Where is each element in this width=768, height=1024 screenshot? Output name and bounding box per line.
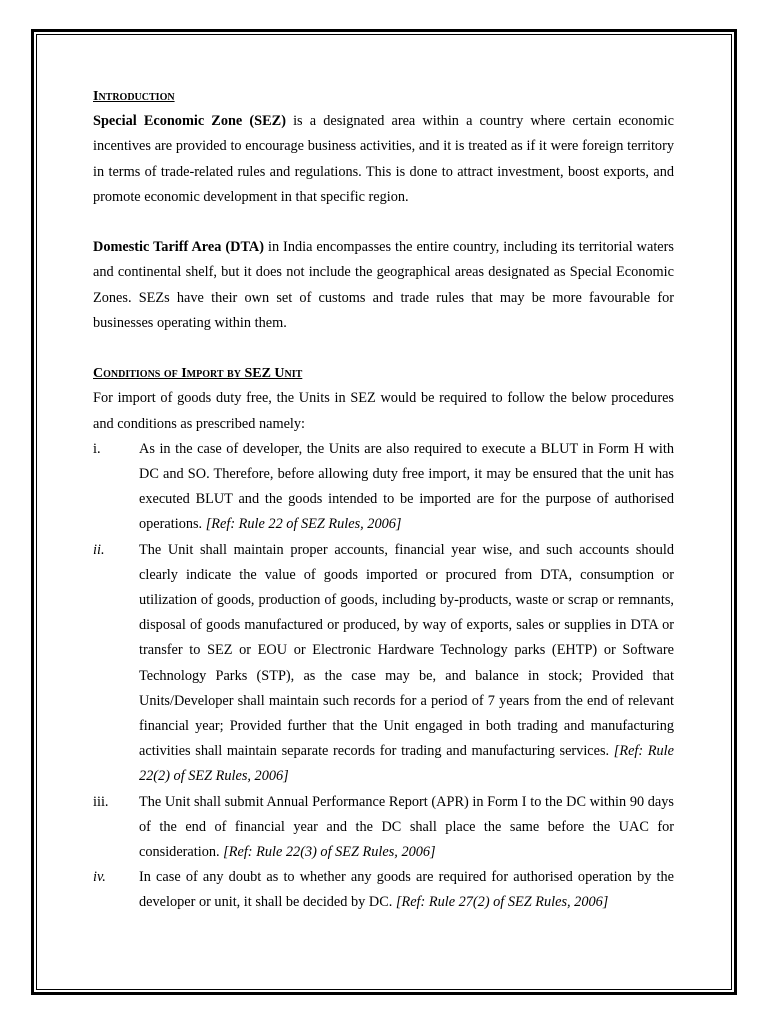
dta-paragraph — [93, 235, 674, 336]
rule-reference: [Ref: Rule 27(2) of SEZ Rules, 2006] — [395, 894, 609, 911]
rule-reference: [Ref: Rule 22(2) of SEZ Rules, 2006] — [139, 743, 675, 785]
list-item-text: In case of any doubt as to whether any goods are required for authorised operation by the developer or unit, it shall be decided by DC. [Ref: Rule 27(2) of SEZ Rules, 2006] — [139, 869, 674, 911]
list-item — [93, 538, 674, 790]
list-item-text: The Unit shall submit Annual Performance Report (APR) in Form I to the DC within 90 days of the end of financial year and the DC shall place the same before the UAC for consideration. [Ref: Rule 22(3) of SEZ Rules, 2006] — [139, 793, 674, 861]
introduction-heading: Introduction — [93, 89, 175, 104]
rule-reference: [Ref: Rule 22 of SEZ Rules, 2006] — [205, 516, 402, 533]
list-item — [93, 865, 674, 915]
dta-definition: in India encompasses the entire country, including its territorial waters and continental shelf, but it does not include the geographical areas designated as Special Economic Zones. SEZs have their own set of customs and trade rules that may be more favourable for businesses operating within them. — [93, 239, 674, 331]
sez-term: Special Economic Zone (SEZ) — [93, 113, 286, 130]
list-item-number: iii. — [93, 793, 109, 810]
document-body — [93, 84, 674, 916]
dta-term: Domestic Tariff Area (DTA) — [93, 239, 264, 256]
list-item-text: The Unit shall maintain proper accounts, financial year wise, and such accounts should clearly indicate the value of goods imported or procured from DTA, consumption or utilization of goods, production of goods, including by-products, waste or scrap or remnants, disposal of goods manufactured or produced, by way of exports, sales or supplies in DTA or transfer to SEZ or EOU or Electronic Hardware Technology parks (EHTP) or Software Technology Parks (STP), as the case may be, and balance in stock; Provided that Units/Developer shall maintain such records for a period of 7 years from the end of relevant financial year; Provided further that the Unit engaged in both trading and manufacturing activities shall maintain separate records for trading and manufacturing services. [Ref: Rule 22(2) of SEZ Rules, 2006] — [139, 541, 675, 785]
list-item — [93, 437, 674, 538]
sez-definition: is a designated area within a country where certain economic incentives are provided to encourage business activities, and it is treated as if it were foreign territory in terms of trade-related rules and regulations. This is done to attract investment, boost exports, and promote economic development in that specific region. — [93, 113, 674, 205]
sez-paragraph — [93, 109, 674, 210]
list-item-number: ii. — [93, 541, 105, 558]
list-item-number: i. — [93, 440, 101, 457]
list-item-number: iv. — [93, 869, 106, 886]
rule-reference: [Ref: Rule 22(3) of SEZ Rules, 2006] — [223, 844, 436, 861]
list-item — [93, 790, 674, 866]
conditions-heading: Conditions of Import by SEZ Unit — [93, 366, 303, 382]
conditions-lead: For import of goods duty free, the Units in SEZ would be required to follow the below procedures and conditions as prescribed namely: — [93, 390, 674, 432]
list-item-text: As in the case of developer, the Units are also required to execute a BLUT in Form H with DC and SO. Therefore, before allowing duty free import, it may be ensured that the unit has executed BLUT and the goods intended to be imported are for the purpose of authorised operations. [Ref: Rule 22 of SEZ Rules, 2006] — [139, 440, 674, 533]
